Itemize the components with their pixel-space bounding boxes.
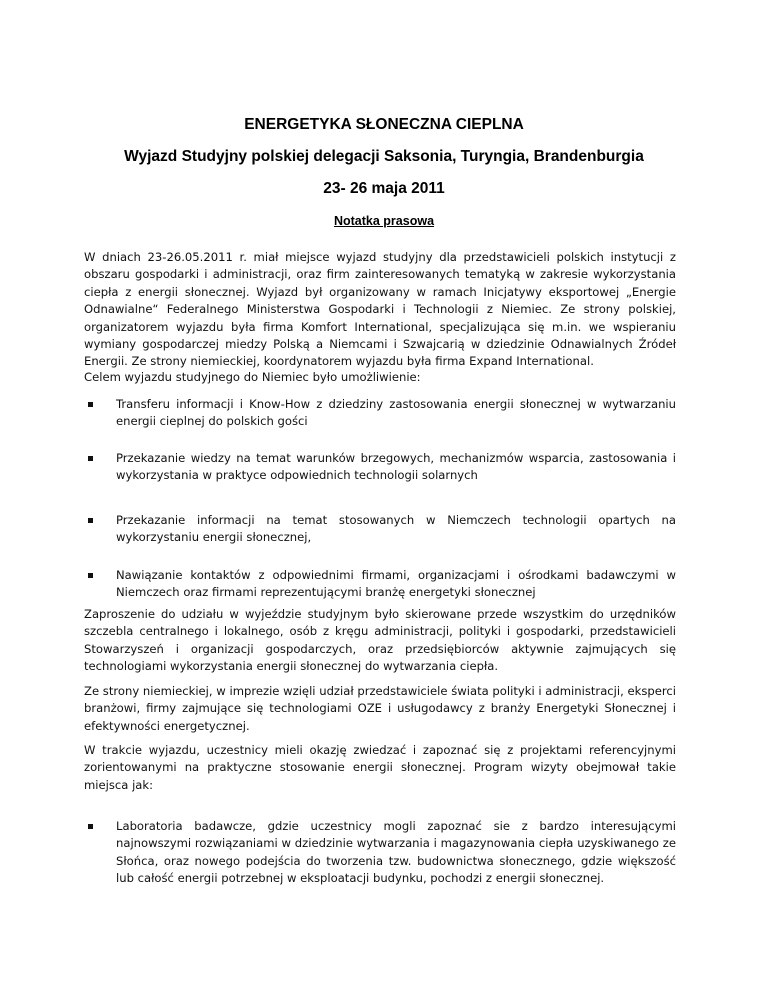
program-paragraph: W trakcie wyjazdu, uczestnicy mieli okazję zwiedzać i zapoznać się z projektami referencyjnymi zorientowanymi na praktyczne stosowanie energii słonecznej. Program wizyty obejmował takie miejsca jak:	[84, 743, 676, 792]
intro-paragraph: W dniach 23-26.05.2011 r. miał miejsce wyjazd studyjny dla przedstawicieli polskich instytucji z obszaru gospodarki i administracji, oraz firm zainteresowanych tematyką w zakresie wykorzystania ciepła z energii słonecznej. Wyjazd był organizowany w ramach Inicjatywy eksportowej „Energie Odnawialne“ Federalnego Ministerstwa Gospodarki i Technologii z Niemiec. Ze strony polskiej, organizatorem wyjazdu była firma Komfort International, specjalizująca się m.in. we wspieraniu wymiany gospodarczej miedzy Polską a Niemcami i Szwajcarią w dziedzinie Odnawialnych Źródeł Energii. Ze strony niemieckiej, koordynatorem wyjazdu była firma Expand International.	[84, 250, 676, 369]
invitation-paragraph: Zaproszenie do udziału w wyjeździe studyjnym było skierowane przede wszystkim do urzędników szczebla centralnego i lokalnego, osób z kręgu administracji, polityki i gospodarki, przedstawicieli Stowarzyszeń i organizacji gospodarczych, oraz przedsiębiorców aktywnie zajmujących się technologiami wykorzystania energii słonecznej do wytwarzania ciepła.	[84, 607, 676, 674]
goals-lead: Celem wyjazdu studyjnego do Niemiec było umożliwienie:	[84, 370, 421, 384]
square-bullet-icon	[88, 402, 93, 407]
list-item	[84, 450, 676, 485]
square-bullet-icon	[88, 824, 93, 829]
list-item-text: Transferu informacji i Know-How z dziedziny zastosowania energii słonecznej w wytwarzaniu energii cieplnej do polskich gości	[116, 397, 676, 429]
list-item-text: Przekazanie informacji na temat stosowanych w Niemczech technologii opartych na wykorzystaniu energii słonecznej,	[116, 513, 676, 545]
list-item	[84, 512, 676, 547]
list-item	[84, 567, 676, 602]
square-bullet-icon	[88, 573, 93, 578]
square-bullet-icon	[88, 518, 93, 523]
list-item	[84, 396, 676, 431]
list-item-text: Nawiązanie kontaktów z odpowiednimi firmami, organizacjami i ośrodkami badawczymi w Niemczech oraz firmami reprezentującymi branżę energetyki słonecznej	[116, 568, 676, 600]
list-item-text: Laboratoria badawcze, gdzie uczestnicy mogli zapoznać sie z bardzo interesującymi najnowszymi rozwiązaniami w dziedzinie wytwarzania i magazynowania ciepła uzyskiwanego ze Słońca, oraz nowego podejścia do tworzenia tzw. budownictwa słonecznego, gdzie większość lub całość energii potrzebnej w eksploatacji budynku, pochodzi z energii słonecznej.	[116, 819, 676, 886]
german-side-paragraph: Ze strony niemieckiej, w imprezie wzięli udział przedstawiciele świata polityki i administracji, eksperci branżowi, firmy zajmujące się technologiami OZE i usługodawcy z branży Energetyki Słonecznej i efektywności energetycznej.	[84, 684, 676, 733]
document-dates: 23- 26 maja 2011	[323, 180, 445, 197]
square-bullet-icon	[88, 456, 93, 461]
list-item	[84, 818, 676, 888]
document-subtitle: Wyjazd Studyjny polskiej delegacji Saksonia, Turyngia, Brandenburgia	[124, 148, 644, 165]
list-item-text: Przekazanie wiedzy na temat warunków brzegowych, mechanizmów wsparcia, zastosowania i wykorzystania w praktyce odpowiednich technologii solarnych	[116, 451, 676, 483]
document-title: ENERGETYKA SŁONECZNA CIEPLNA	[244, 116, 524, 133]
note-heading: Notatka prasowa	[333, 214, 435, 228]
